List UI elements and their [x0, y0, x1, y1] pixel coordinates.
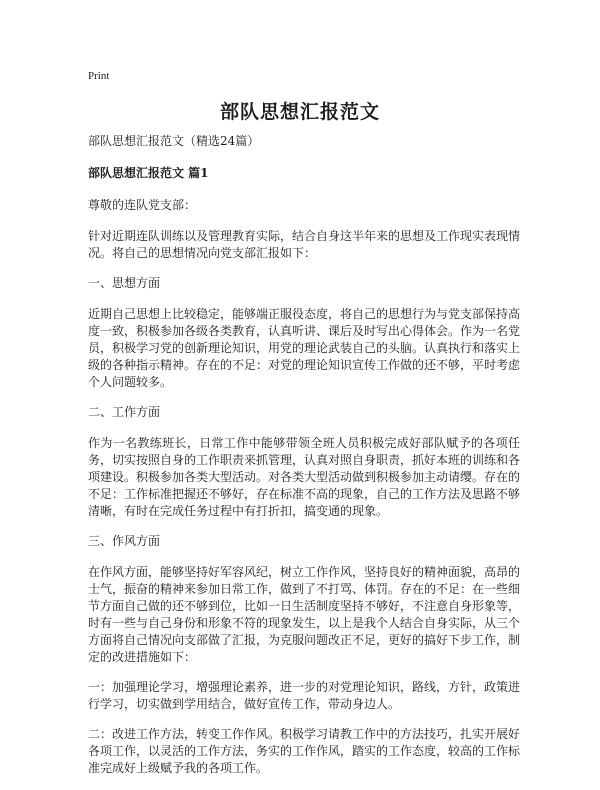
- print-link[interactable]: Print: [88, 70, 110, 82]
- heading-style: 三、作风方面: [88, 534, 161, 548]
- heading-ideology: 一、思想方面: [88, 276, 161, 290]
- document-subtitle: 部队思想汇报范文（精选24篇）: [88, 134, 260, 148]
- salutation: 尊敬的连队党支部：: [88, 198, 197, 212]
- paragraph-work: 作为一名教练班长，日常工作中能够带领全班人员积极完成好部队赋予的各项任务，切实按照自身的工作职责来抓管理，认真对照自身职责，抓好本班的训练和各项建设。积极参加各类大型活动。对各类大型活动做到积极参加主动请缨。存在的不足：工作标准把握还不够好，存在标准不高的现象，自己的工作方法及思路不够清晰，有时在完成任务过程中有打折扣，搞变通的现象。: [88, 436, 521, 518]
- paragraph-style: 在作风方面，能够坚持好军容风纪，树立工作作风，坚持良好的精神面貌，高昂的士气，振奋的精神来参加日常工作，做到了不打骂、体罚。存在的不足：在一些细节方面自己做的还不够到位，比如一日生活制度坚持不够好，不注意自身形象等，时有一些与自己身份和形象不符的现象发生，以上是我个人结合自身实际，从三个方面将自己情况向支部做了汇报，为克服问题改正不足，更好的搞好下步工作，制定的改进措施如下：: [88, 565, 521, 664]
- paragraph-ideology: 近期自己思想上比较稳定，能够端正服役态度，将自己的思想行为与党支部保持高度一致，积极参加各级各类教育，认真听讲、课后及时写出心得体会。作为一名党员，积极学习党的创新理论知识，用党的理论武装自己的头脑。认真执行和落实上级的各种指示精神。存在的不足：对党的理论知识宣传工作做的还不够，平时考虑个人问题较多。: [88, 307, 521, 389]
- document-body: [88, 133, 520, 790]
- section-title: 部队思想汇报范文 篇1: [88, 166, 209, 180]
- document-title: 部队思想汇报范文: [219, 101, 380, 123]
- measure-one-paragraph: 一：加强理论学习，增强理论素养，进一步的对党理论知识，路线，方针，政策进行学习，切实做到学用结合，做好宣传工作，带动身边人。: [88, 680, 521, 711]
- heading-work: 二、工作方面: [88, 405, 161, 419]
- measure-two-paragraph: 二：改进工作方法，转变工作作风。积极学习请教工作中的方法技巧，扎实开展好各项工作，以灵活的工作方法，务实的工作作风，踏实的工作态度，较高的工作标准完成好上级赋予我的各项工作。: [88, 727, 521, 775]
- intro-paragraph: 针对近期连队训练以及管理教育实际，结合自身这半年来的思想及工作现实表现情况。将自己的思想情况向党支部汇报如下：: [88, 229, 521, 260]
